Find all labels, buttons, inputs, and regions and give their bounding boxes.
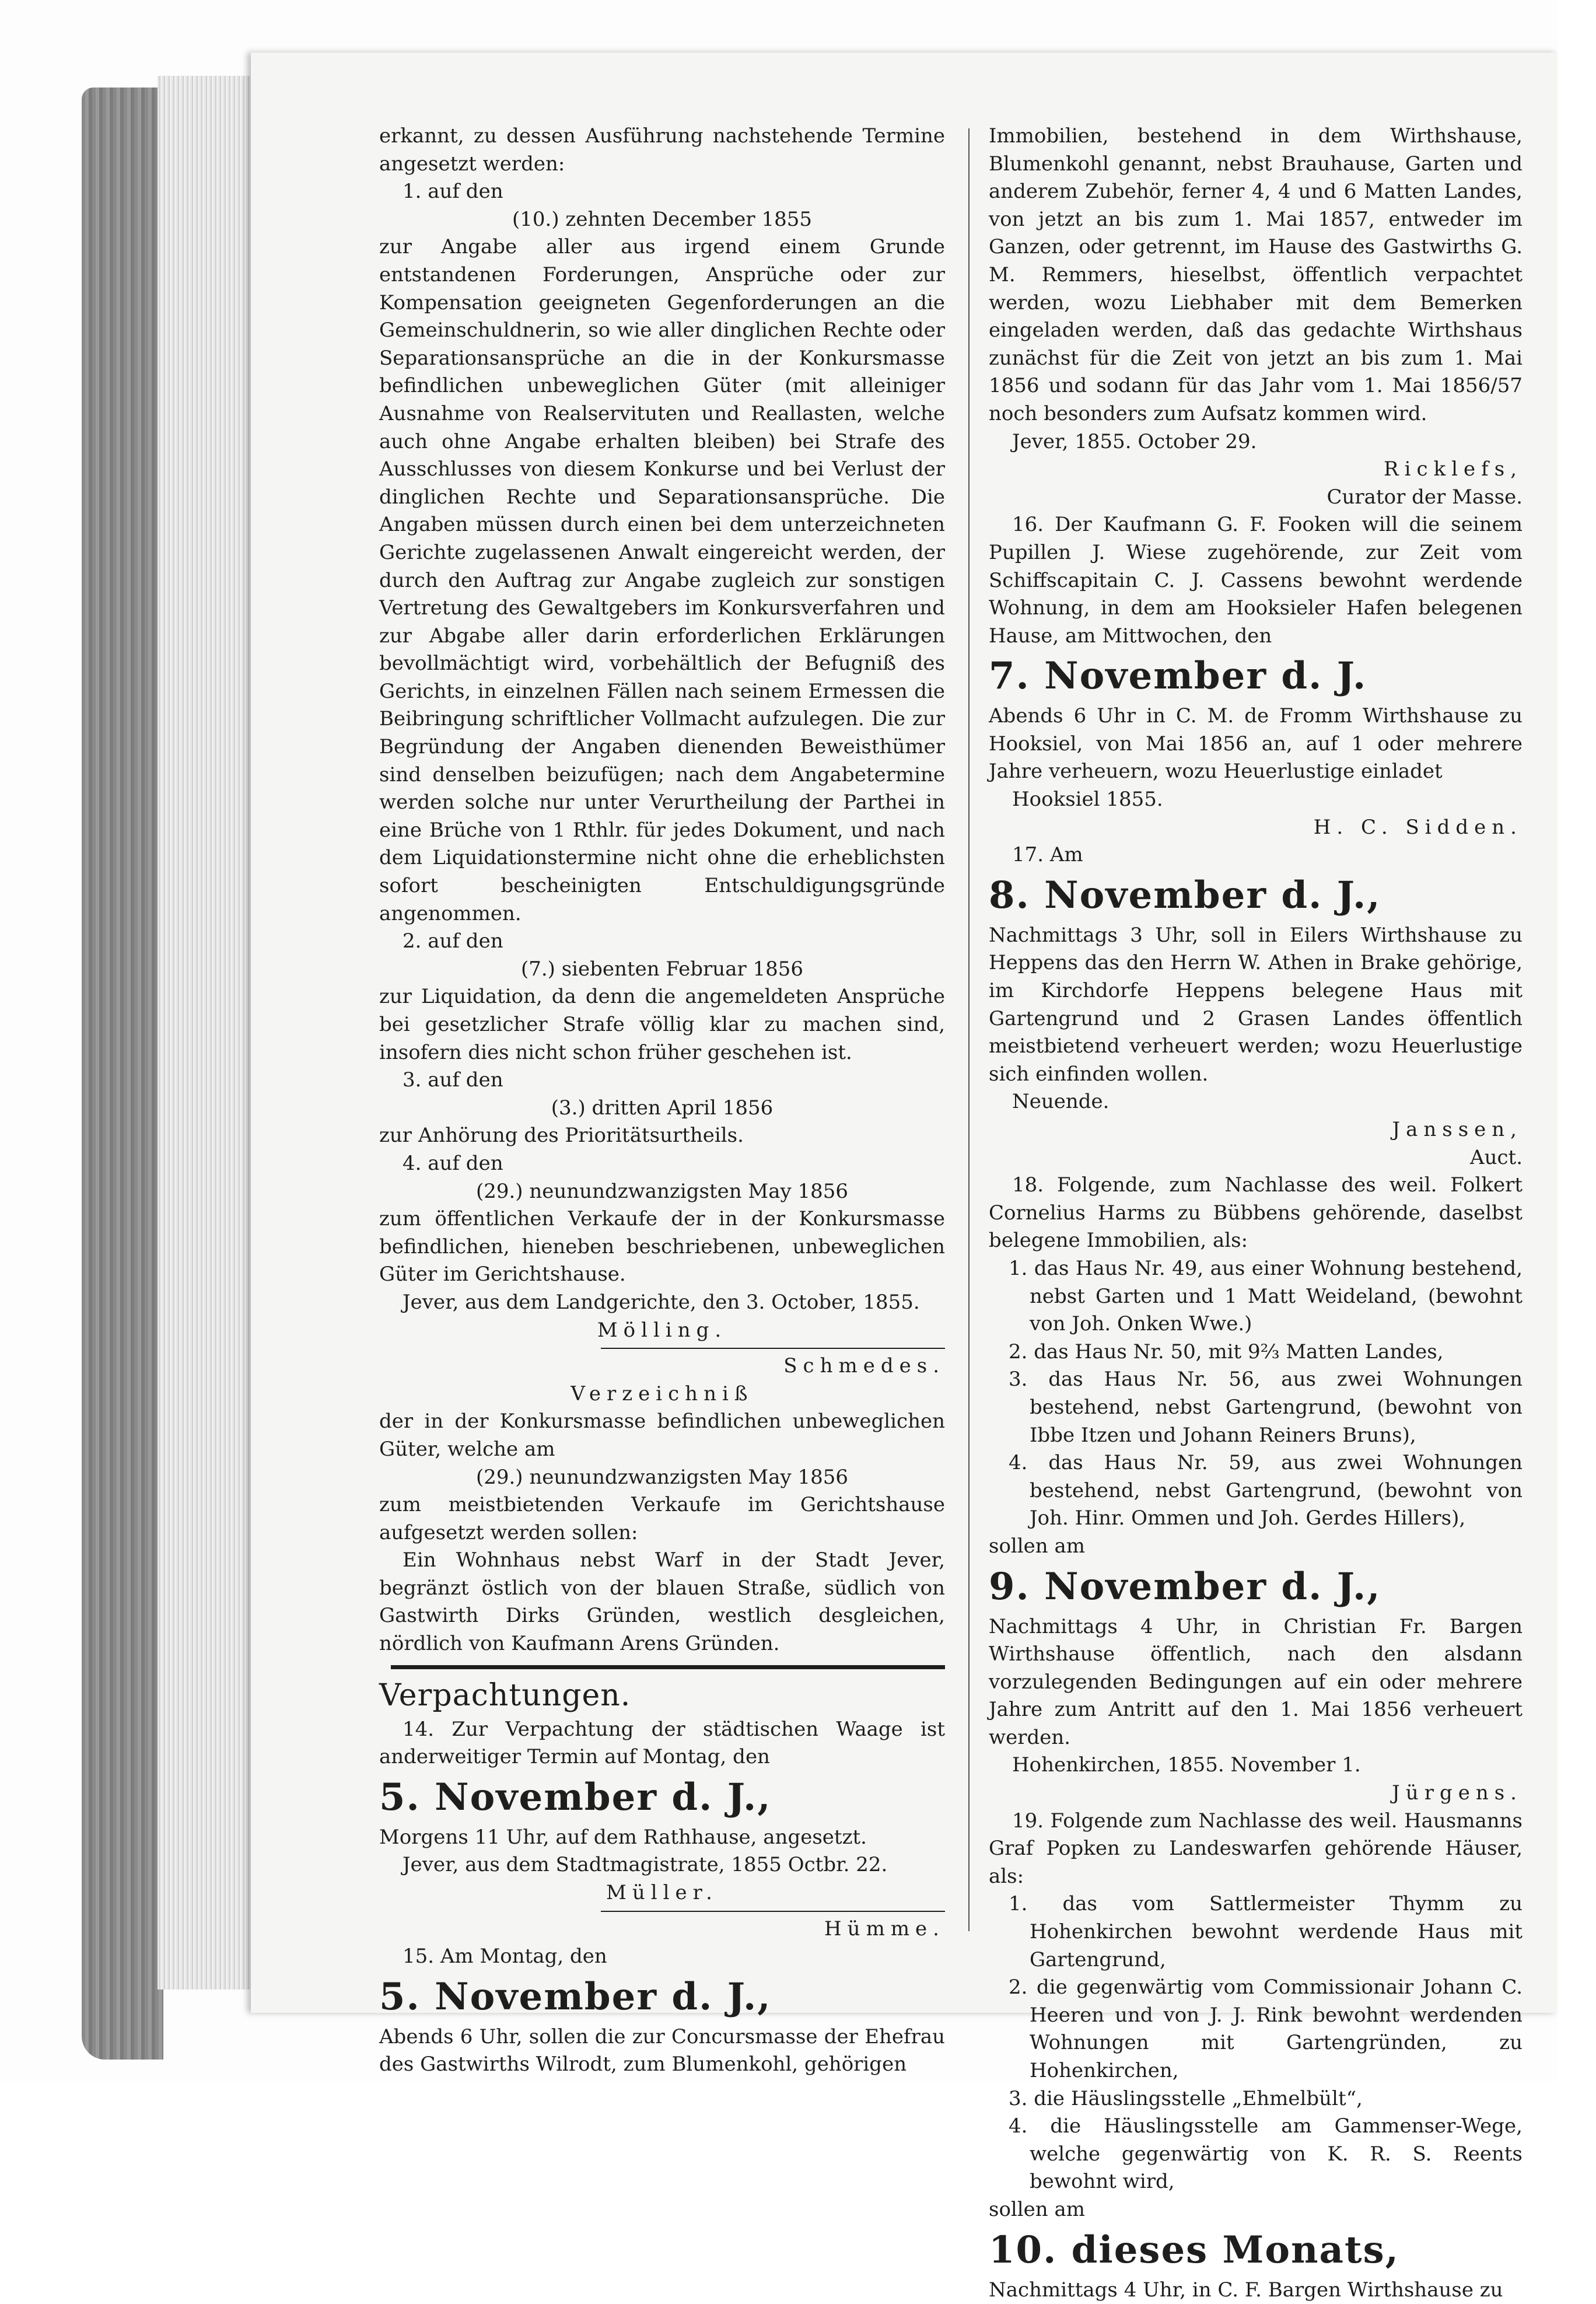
notice-17-date: 8. November d. J.,: [989, 873, 1381, 917]
book-spine: [82, 88, 163, 2060]
notice-18-text-2: sollen am: [989, 1534, 1086, 1558]
inventory-date: (29.) neunundzwanzigsten May 1856: [475, 1465, 849, 1489]
term4-text: zum öffentlichen Verkaufe der in der Konkursmasse befindlichen, hieneben beschriebenen, unbeweglichen Güter im Gerichtshause.: [379, 1207, 945, 1286]
notice-16-signature: H. C. Sidden.: [1313, 815, 1522, 839]
left-column: [379, 123, 945, 2076]
notice-18-signature: Jürgens.: [1392, 1781, 1522, 1805]
notice-19-text-3: Nachmittags 4 Uhr, in C. F. Bargen Wirthshause zu: [989, 2278, 1503, 2302]
right-column: [989, 123, 1522, 2302]
court-place-date: Jever, aus dem Landgerichte, den 3. October, 1855.: [402, 1290, 920, 1314]
notice-18-text-3: Nachmittags 4 Uhr, in Christian Fr. Bargen Wirthshause öffentlich, nach den alsdann vorzulegenden Bedingungen auf ein oder mehrere Jahre zum Antritt auf den 1. Mai 1856 verheuert werden.: [989, 1614, 1522, 1749]
notice-14-place: Jever, aus dem Stadtmagistrate, 1855 Octbr. 22.: [402, 1853, 888, 1877]
inventory-text-2: zum meistbietenden Verkaufe im Gerichtshause aufgesetzt werden sollen:: [379, 1493, 945, 1544]
notice-17-signature-role: Auct.: [1470, 1145, 1522, 1169]
notice-19-text-2: sollen am: [989, 2197, 1086, 2221]
notice-15-date: 5. November d. J.,: [379, 1974, 772, 2019]
notice-14-text-2: Morgens 11 Uhr, auf dem Rathhause, angesetzt.: [379, 1825, 867, 1849]
notice-18-text: 18. Folgende, zum Nachlasse des weil. Folkert Cornelius Harms zu Bübbens gehörende, daselbst belegene Immobilien, als:: [989, 1173, 1522, 1253]
section-title-verpachtungen: Verpachtungen.: [379, 1677, 631, 1713]
term1-text: zur Angabe aller aus irgend einem Grunde entstandenen Forderungen, Ansprüche oder zur Kompensation geeigneten Gegenforderungen an die Gemeinschuldnerin, so wie aller dinglichen Rechte oder Separationsansprüche an die in der Konkursmasse befindlichen unbeweglichen Güter (mit alleiniger Ausnahme von Realservituten und Reallasten, welche auch ohne Angabe erhalten bleiben) bei Strafe des Ausschlusses von diesem Konkurse und bei Verlust der dinglichen Rechte und Separationsansprüche. Die Angaben müssen durch einen bei dem unterzeichneten Gerichte zugelassenen Anwalt eingereicht werden, der durch den Auftrag zur Angabe zugleich zur sonstigen Vertretung des Gewaltgebers im Konkursverfahren und zur Abgabe aller darin erforderlichen Erklärungen bevollmächtigt wird, vorbehältlich der Befugniß des Gerichts, in einzelnen Fällen nach seinem Ermessen die Beibringung schriftlicher Vollmacht aufzulegen. Die zur Begründung der Angaben dienenden Beweisthümer sind denselben beizufügen; nach dem Angabetermine werden solche nur unter Verurtheilung der Parthei in eine Brüche von 1 Rthlr. für jedes Dokument, und nach dem Liquidationstermine nicht ohne die erheblichsten sofort bescheinigten Entschuldigungsgründe angenommen.: [379, 235, 945, 925]
column-divider: [968, 128, 970, 1931]
inventory-text: der in der Konkursmasse befindlichen unbeweglichen Güter, welche am: [379, 1410, 945, 1461]
inventory-text-3: Ein Wohnhaus nebst Warf in der Stadt Jever, begränzt östlich von der blauen Straße, südlich von Gastwirth Dirks Gründen, westlich desgleichen, nördlich von Kaufmann Arens Gründen.: [379, 1548, 945, 1656]
notice-16-text-2: Abends 6 Uhr in C. M. de Fromm Wirthshause zu Hooksiel, von Mai 1856 an, auf 1 oder mehrere Jahre verheuern, wozu Heuerlustige einladet: [989, 704, 1522, 784]
continued-place: Jever, 1855. October 29.: [1012, 429, 1257, 453]
notice-15-text-2: Abends 6 Uhr, sollen die zur Concursmasse der Ehefrau des Gastwirths Wilrodt, zum Blumenkohl, gehörigen: [379, 2025, 945, 2076]
notice-19-item: 1. das vom Sattlermeister Thymm zu Hohenkirchen bewohnt werdende Haus mit Gartengrund,: [1009, 1892, 1522, 1971]
notice-17-signature: Janssen,: [1392, 1118, 1522, 1141]
separator-rule-2: [601, 1911, 945, 1912]
notice-18-place: Hohenkirchen, 1855. November 1.: [1012, 1753, 1361, 1777]
notice-17-text-2: Nachmittags 3 Uhr, soll in Eilers Wirthshause zu Heppens das den Herrn W. Athen in Brake gehörige, im Kirchdorfe Heppens belegene Haus mit Gartengrund und 2 Grasen Landes öffentlich meistbietend verheuert werden; wozu Heuerlustige sich einfinden wollen.: [989, 923, 1522, 1086]
term4-label: 4. auf den: [402, 1151, 503, 1175]
notice-18-date: 9. November d. J.,: [989, 1564, 1381, 1609]
notice-19-text: 19. Folgende zum Nachlasse des weil. Hausmanns Graf Popken zu Landeswarfen gehörende Häuser, als:: [989, 1809, 1522, 1888]
term3-label: 3. auf den: [402, 1068, 503, 1092]
scan-margin: [1558, 0, 1596, 2081]
notice-19-item: 3. die Häuslingsstelle „Ehmelbült“,: [1009, 2086, 1363, 2110]
notice-15-text: 15. Am Montag, den: [402, 1945, 607, 1969]
notice-18-item: 1. das Haus Nr. 49, aus einer Wohnung bestehend, nebst Garten und 1 Matt Weideland, (bewohnt von Joh. Onken Wwe.): [1009, 1256, 1522, 1336]
notice-17-text: 17. Am: [1012, 843, 1083, 867]
notice-19-item: 4. die Häuslingsstelle am Gammenser-Wege, welche gegenwärtig von K. R. S. Reents bewohnt wird,: [1009, 2114, 1522, 2194]
term4-date: (29.) neunundzwanzigsten May 1856: [475, 1179, 849, 1203]
notice-14-signature-mueller: Müller.: [606, 1881, 718, 1905]
signature-moelling: Mölling.: [597, 1318, 727, 1342]
notice-14-signature-huemme: Hümme.: [824, 1917, 945, 1941]
term1-date: (10.) zehnten December 1855: [512, 207, 812, 231]
notice-19-item: 2. die gegenwärtig vom Commissionair Johann C. Heeren und von J. J. Rink bewohnt werdenden Wohnungen mit Gartengründen, zu Hohenkirchen,: [1009, 1976, 1522, 2082]
continued-signature: Ricklefs,: [1384, 457, 1522, 481]
term2-date: (7.) siebenten Februar 1856: [520, 957, 804, 981]
notice-16-date: 7. November d. J.: [989, 654, 1367, 698]
continued-signature-role: Curator der Masse.: [1326, 485, 1522, 509]
notice-19-date: 10. dieses Monats,: [989, 2228, 1399, 2272]
notice-18-item: 2. das Haus Nr. 50, mit 9⅔ Matten Landes,: [1009, 1340, 1444, 1363]
inventory-title: Verzeichniß: [570, 1382, 754, 1406]
notice-14-date: 5. November d. J.,: [379, 1775, 772, 1819]
notice-14-text: 14. Zur Verpachtung der städtischen Waage ist anderweitiger Termin auf Montag, den: [379, 1717, 945, 1769]
signature-schmedes: Schmedes.: [783, 1354, 945, 1378]
term3-date: (3.) dritten April 1856: [551, 1096, 774, 1120]
term1-label: 1. auf den: [402, 180, 503, 204]
notice-18-item: 4. das Haus Nr. 59, aus zwei Wohnungen bestehend, nebst Gartengrund, (bewohnt von Joh. Hinr. Ommen und Joh. Gerdes Hillers),: [1009, 1451, 1522, 1530]
continued-text: Immobilien, bestehend in dem Wirthshause, Blumenkohl genannt, nebst Brauhause, Garten und anderem Zubehör, ferner 4, 4 und 6 Matten Landes, von jetzt an bis zum 1. Mai 1857, entweder im Ganzen, oder getrennt, im Hause des Gastwirths G. M. Remmers, hieselbst, öffentlich verpachtet werden, wozu Liebhaber mit dem Bemerken eingeladen werden, daß das gedachte Wirthshaus zunächst für die Zeit von jetzt an bis zum 1. Mai 1856 und sodann für das Jahr vom 1. Mai 1856/57 noch besonders zum Aufsatz kommen wird.: [989, 124, 1522, 425]
page-edges: [158, 76, 251, 1990]
term3-text: zur Anhörung des Prioritätsurtheils.: [379, 1124, 744, 1148]
separator-rule: [601, 1348, 945, 1349]
section-rule: [391, 1665, 945, 1669]
intro-text: erkannt, zu dessen Ausführung nachstehende Termine angesetzt werden:: [379, 124, 945, 176]
term2-text: zur Liquidation, da denn die angemeldeten Ansprüche bei gesetzlicher Strafe völlig klar zu machen sind, insofern dies nicht schon früher geschehen ist.: [379, 985, 945, 1064]
notice-18-item: 3. das Haus Nr. 56, aus zwei Wohnungen bestehend, nebst Gartengrund, (bewohnt von Ibbe Itzen und Johann Reiners Bruns),: [1009, 1368, 1522, 1447]
term2-label: 2. auf den: [402, 929, 503, 953]
notice-16-place: Hooksiel 1855.: [1012, 788, 1163, 812]
notice-17-place: Neuende.: [1012, 1090, 1110, 1114]
notice-16-text: 16. Der Kaufmann G. F. Fooken will die seinem Pupillen J. Wiese zugehörende, zur Zeit vom Schiffscapitain C. J. Cassens bewohnt werdende Wohnung, in dem am Hooksieler Hafen belegenen Hause, am Mittwochen, den: [989, 513, 1522, 648]
